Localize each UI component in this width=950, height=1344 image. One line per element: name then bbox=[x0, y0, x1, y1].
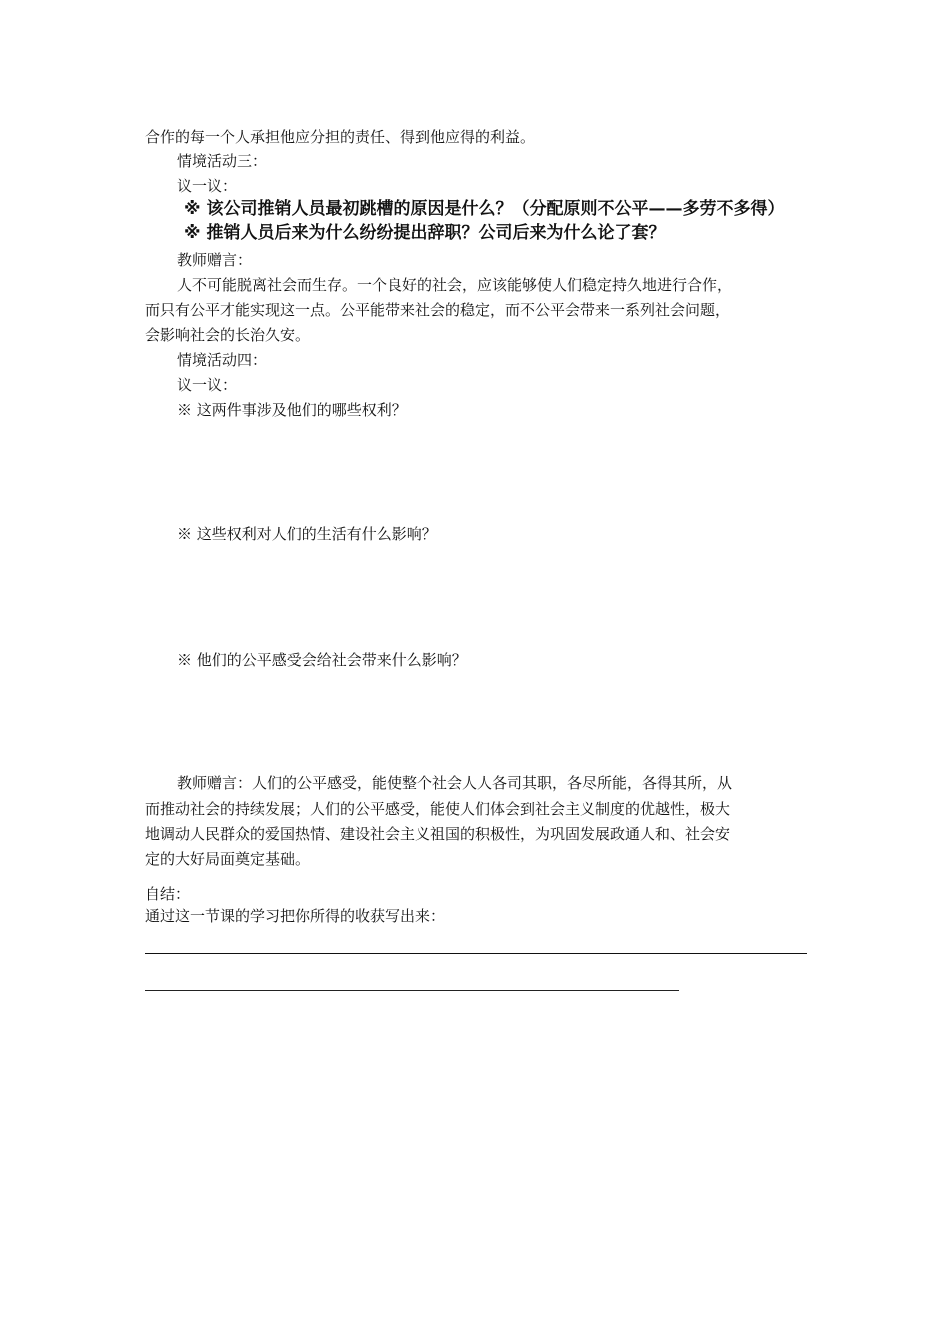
section-heading-activity-3: 情境活动三： bbox=[177, 152, 268, 170]
answer-line bbox=[145, 990, 679, 991]
text-line: 地调动人民群众的爱国热情、建设社会主义祖国的积极性，为巩固发展政通人和、社会安 bbox=[145, 825, 731, 843]
answer-line bbox=[145, 953, 807, 954]
question-4: ※ 这些权利对人们的生活有什么影响？ bbox=[177, 525, 437, 543]
text-line: 人不可能脱离社会而生存。一个良好的社会，应该能够使人们稳定持久地进行合作， bbox=[177, 276, 733, 294]
question-2: ※ 推销人员后来为什么纷纷提出辞职？公司后来为什么论了套？ bbox=[184, 223, 666, 243]
discussion-label: 议一议： bbox=[177, 177, 238, 195]
text-line: 而推动社会的持续发展；人们的公平感受，能使人们体会到社会主义制度的优越性，极大 bbox=[145, 800, 731, 818]
summary-prompt: 通过这一节课的学习把你所得的收获写出来： bbox=[145, 907, 446, 925]
summary-heading: 自结： bbox=[145, 885, 191, 903]
teacher-message-label: 教师赠言： bbox=[177, 251, 253, 269]
discussion-label: 议一议： bbox=[177, 376, 238, 394]
question-1: ※ 该公司推销人员最初跳槽的原因是什么？（分配原则不公平——多劳不多得） bbox=[184, 199, 785, 219]
text-line: 而只有公平才能实现这一点。公平能带来社会的稳定，而不公平会带来一系列社会问题， bbox=[145, 301, 731, 319]
section-heading-activity-4: 情境活动四： bbox=[177, 351, 268, 369]
teacher-message: 教师赠言：人们的公平感受，能使整个社会人人各司其职，各尽所能，各得其所，从 bbox=[177, 774, 733, 792]
text-line: 会影响社会的长治久安。 bbox=[145, 326, 311, 344]
question-3: ※ 这两件事涉及他们的哪些权利？ bbox=[177, 401, 407, 419]
text-line: 合作的每一个人承担他应分担的责任、得到他应得的利益。 bbox=[145, 128, 536, 146]
text-line: 定的大好局面奠定基础。 bbox=[145, 850, 311, 868]
question-5: ※ 他们的公平感受会给社会带来什么影响？ bbox=[177, 651, 467, 669]
